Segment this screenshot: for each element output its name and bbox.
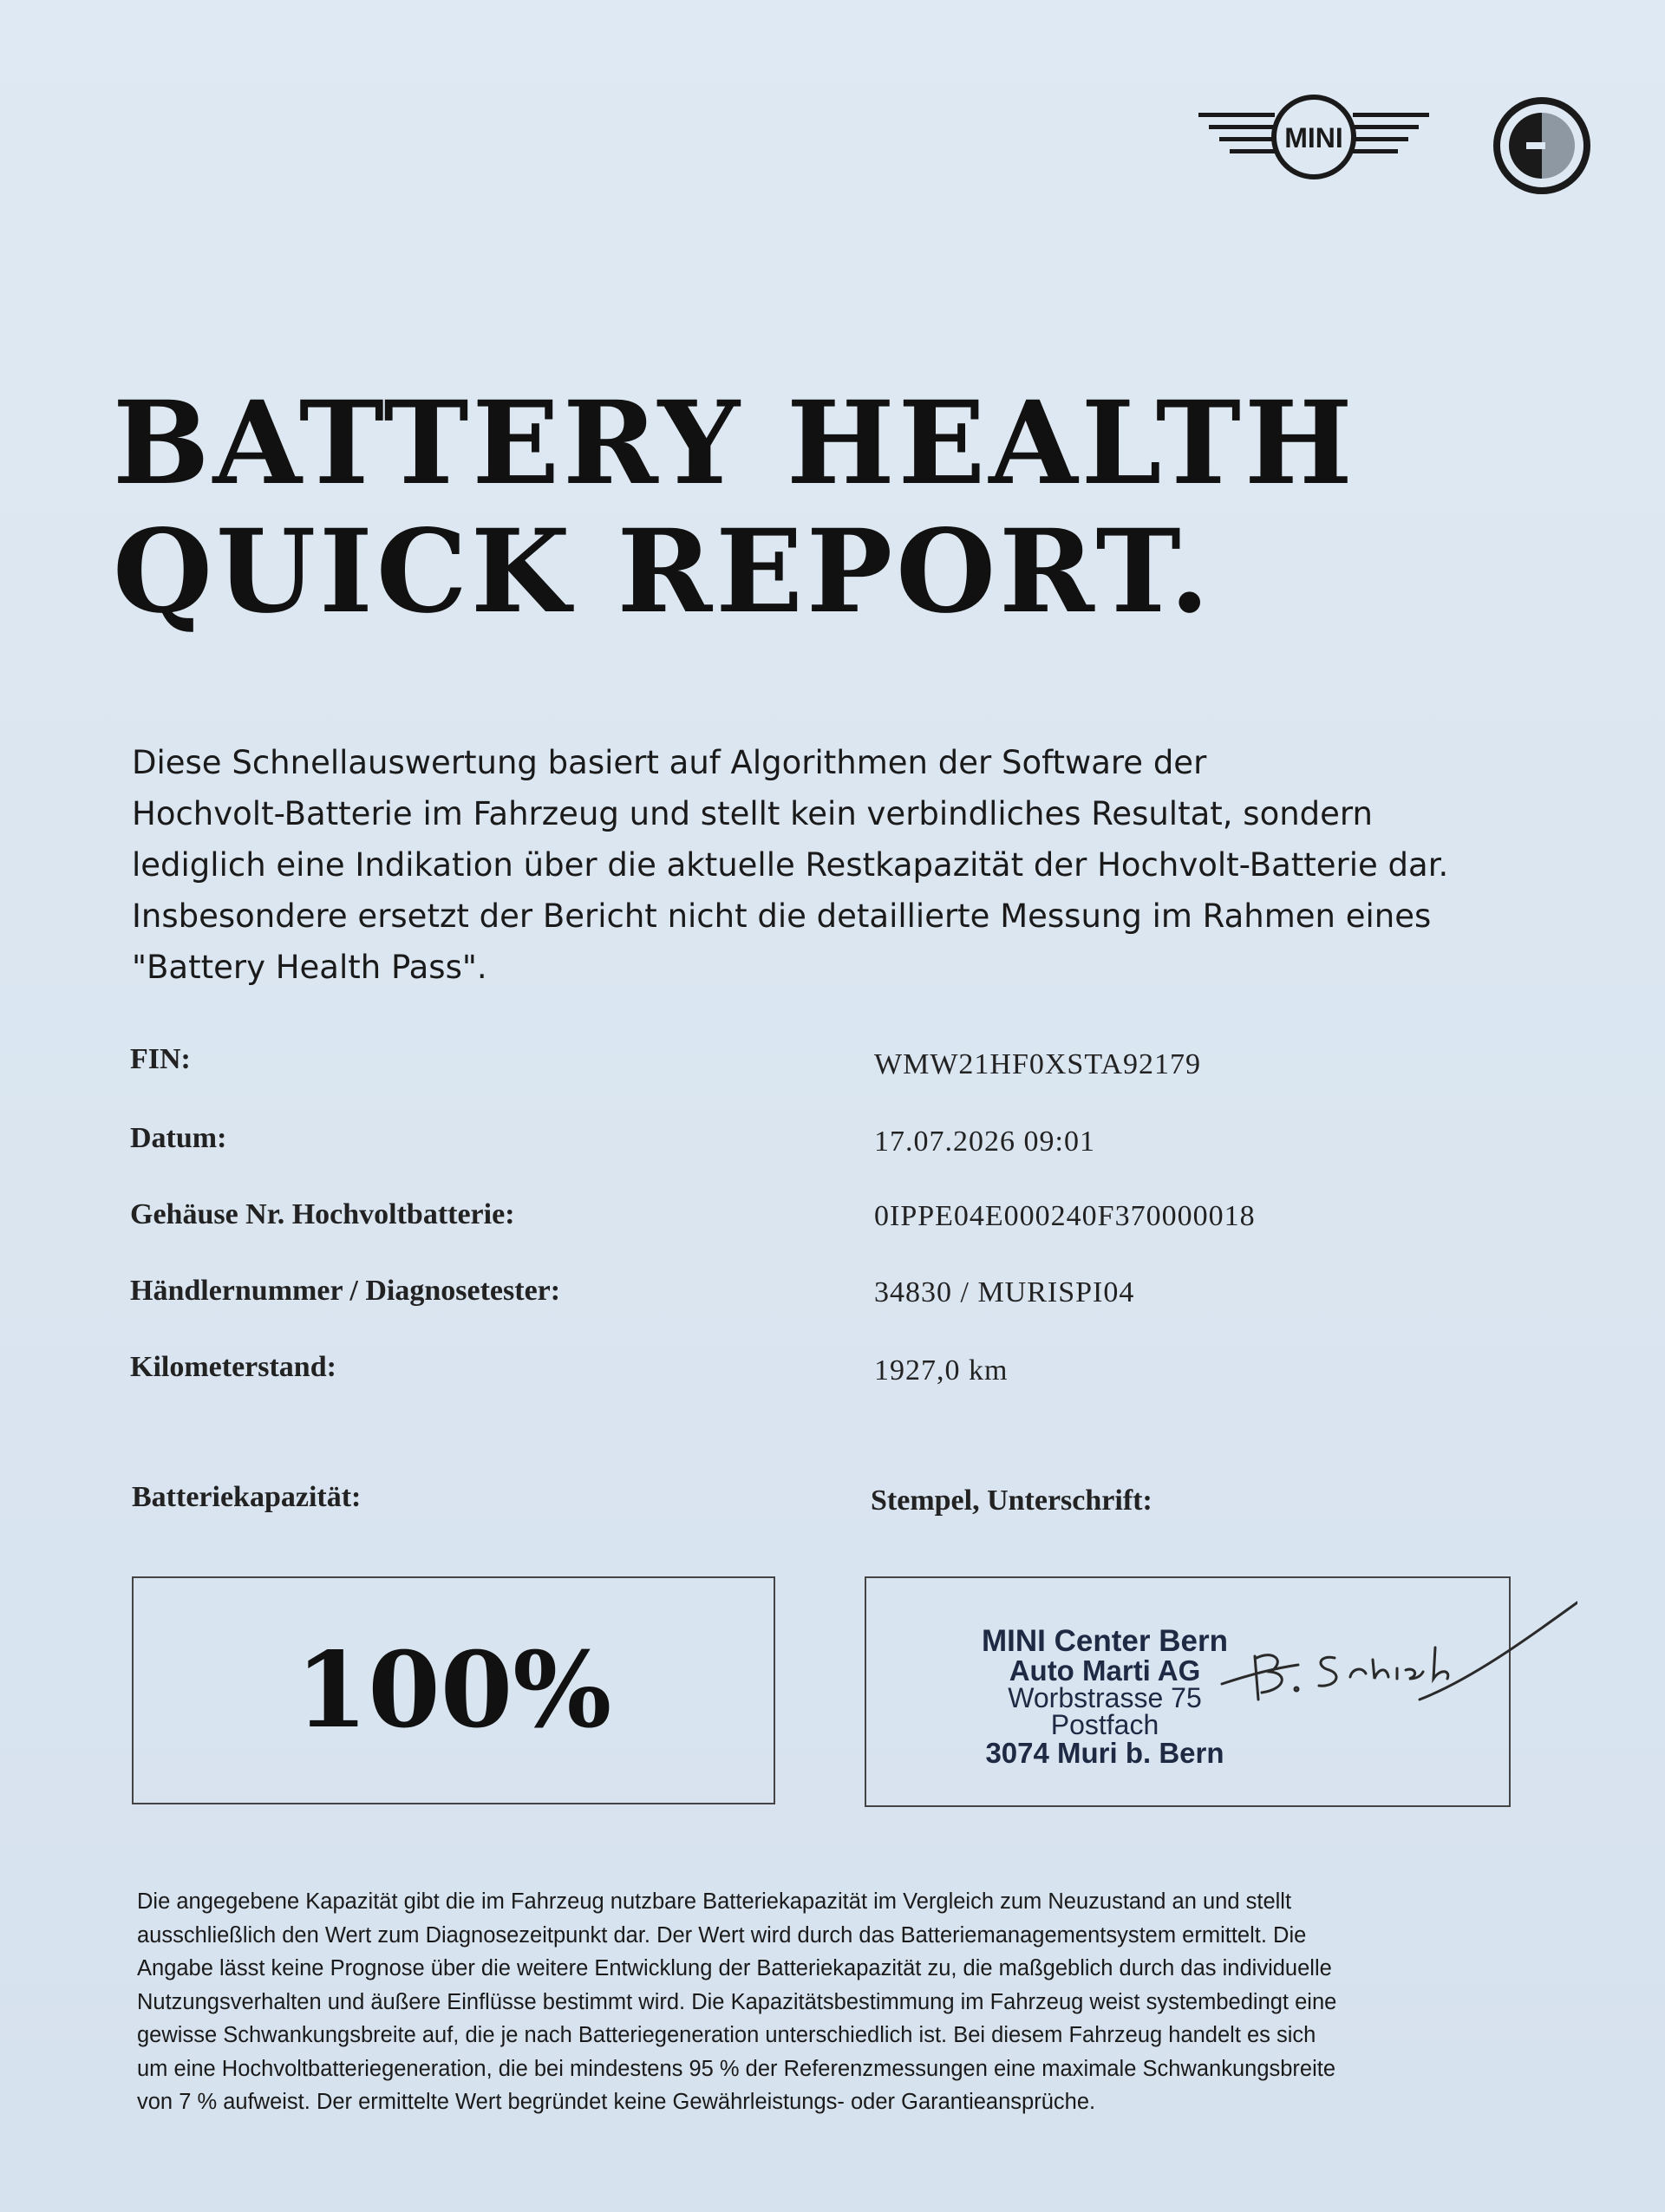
dealer-number-value: 34830 / MURISPI04 — [874, 1276, 1135, 1308]
stamp-line-4: Postfach — [1050, 1709, 1159, 1740]
disclaimer-line: Angabe lässt keine Prognose über die weitere Entwicklung der Batteriekapazität zu, die maßgeblich durch das individuelle — [137, 1956, 1332, 1980]
title-line-2: QUICK REPORT. — [113, 505, 1213, 639]
stamp-line-1: MINI Center Bern — [982, 1624, 1228, 1658]
intro-line: "Battery Health Pass". — [132, 949, 487, 986]
logo-area — [1197, 94, 1604, 189]
stamp-box — [865, 1576, 1511, 1807]
intro-line: Hochvolt-Batterie im Fahrzeug und stellt kein verbindliches Resultat, sondern — [132, 795, 1373, 832]
stamp-line-3: Worbstrasse 75 — [1008, 1682, 1202, 1713]
intro-line: lediglich eine Indikation über die aktuelle Restkapazität der Hochvolt-Batterie dar. — [132, 846, 1449, 884]
intro-line: Insbesondere ersetzt der Bericht nicht die detaillierte Messung im Rahmen eines — [132, 897, 1432, 935]
intro-line: Diese Schnellauswertung basiert auf Algorithmen der Software der — [132, 744, 1207, 781]
dealer-stamp — [962, 1626, 1248, 1768]
disclaimer-line: von 7 % aufweist. Der ermittelte Wert begründet keine Gewährleistungs- oder Garantieansprüche. — [137, 2090, 1096, 2114]
disclaimer-line: Nutzungsverhalten und äußere Einflüsse bestimmt wird. Die Kapazitätsbestimmung im Fahrzeug weist systembedingt eine — [137, 1989, 1337, 2014]
dealer-number-label: Händlernummer / Diagnosetester: — [130, 1275, 561, 1307]
disclaimer-line: Die angegebene Kapazität gibt die im Fahrzeug nutzbare Batteriekapazität im Vergleich zum Neuzustand an und stellt — [137, 1889, 1292, 1914]
capacity-value: 100% — [295, 1629, 612, 1752]
title-line-1: BATTERY HEALTH — [113, 376, 1356, 511]
disclaimer-paragraph — [137, 1885, 1533, 2119]
fin-value: WMW21HF0XSTA92179 — [874, 1048, 1201, 1080]
stamp-line-5: 3074 Muri b. Bern — [985, 1737, 1224, 1769]
battery-housing-value: 0IPPE04E000240F370000018 — [874, 1200, 1256, 1232]
disclaimer-line: um eine Hochvoltbatteriegeneration, die bei mindestens 95 % der Referenzmessungen eine maximale Schwankungsbreite — [137, 2056, 1336, 2081]
battery-housing-label: Gehäuse Nr. Hochvoltbatterie: — [130, 1198, 515, 1230]
disclaimer-line: ausschließlich den Wert zum Diagnosezeitpunkt dar. Der Wert wird durch das Batteriemanagementsystem ermittelt. Die — [137, 1922, 1307, 1948]
stamp-signature-label: Stempel, Unterschrift: — [871, 1484, 1152, 1517]
mini-logo-icon — [1197, 94, 1431, 189]
mini-logo-text: MINI — [1284, 122, 1343, 153]
mileage-label: Kilometerstand: — [130, 1351, 336, 1383]
electric-plug-icon — [1490, 94, 1594, 198]
page-title — [113, 376, 1356, 639]
date-label: Datum: — [130, 1122, 227, 1154]
disclaimer-line: gewisse Schwankungsbreite auf, die je nach Batteriegeneration unterschiedlich ist. Bei diesem Fahrzeug handelt es sich — [137, 2023, 1316, 2047]
capacity-label: Batteriekapazität: — [132, 1481, 362, 1513]
signature-icon — [1213, 1595, 1577, 1708]
stamp-line-2: Auto Marti AG — [1009, 1654, 1201, 1687]
date-value: 17.07.2026 09:01 — [874, 1126, 1095, 1158]
intro-paragraph — [132, 737, 1537, 993]
capacity-box — [132, 1576, 775, 1804]
fin-label: FIN: — [130, 1043, 191, 1075]
mileage-value: 1927,0 km — [874, 1354, 1009, 1387]
